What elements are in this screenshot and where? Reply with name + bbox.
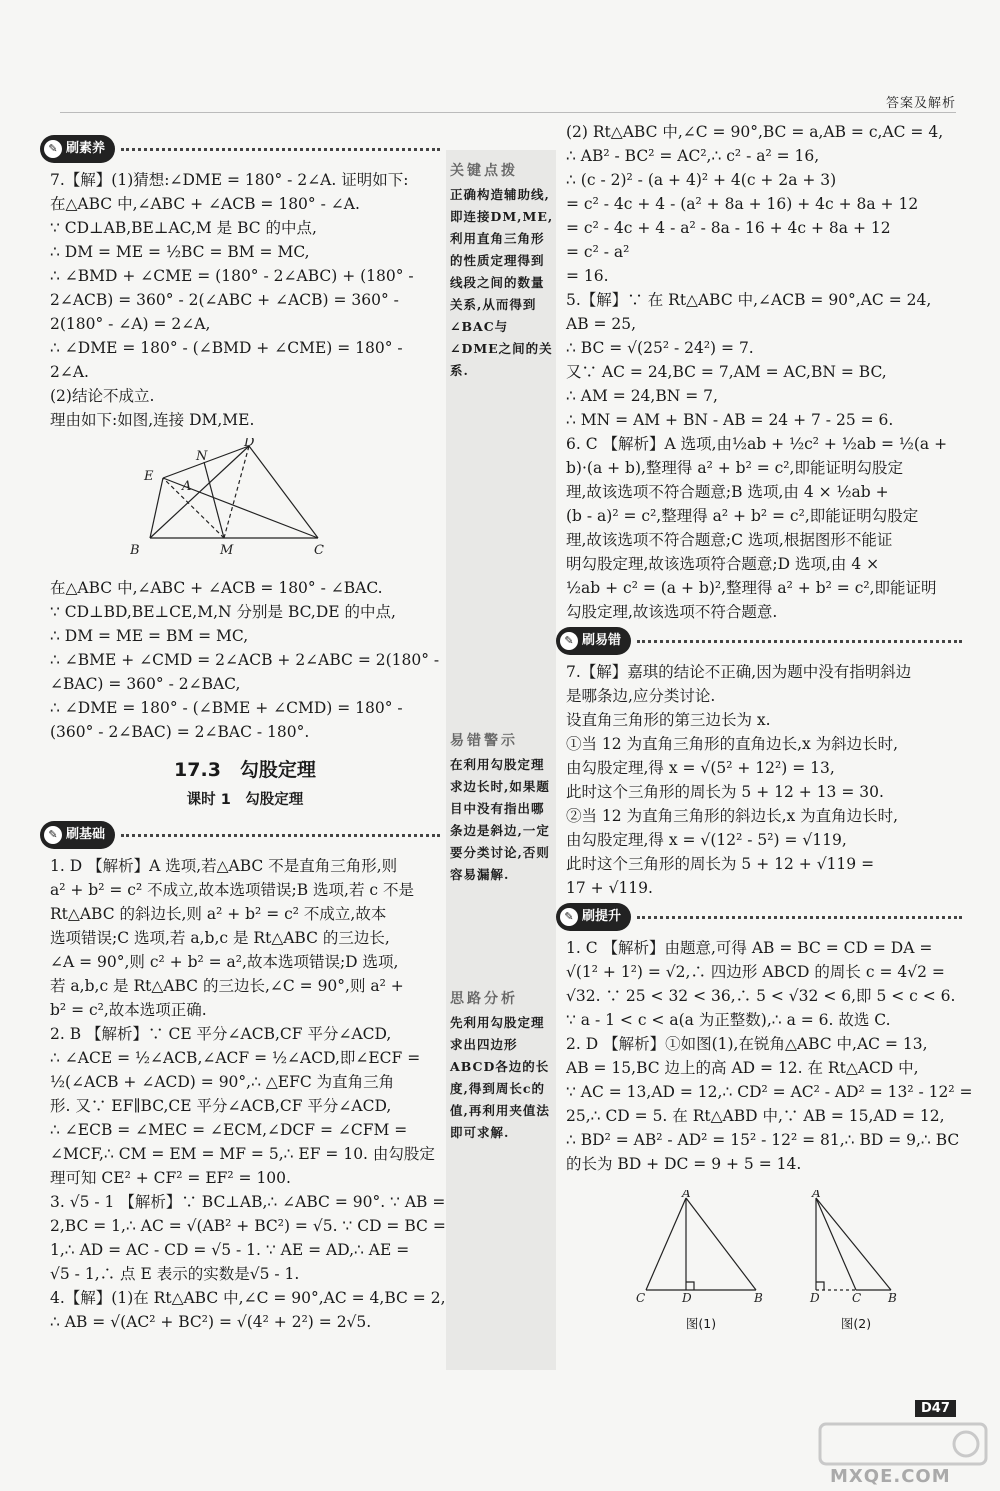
right-q2 [566, 1032, 973, 1176]
figure-2-svg [806, 1190, 906, 1305]
text-line: ½(∠ACB + ∠ACD) = 90°,∴ △EFC 为直角三角 [50, 1073, 395, 1091]
text-line: √32. ∵ 25 < 32 < 36,∴ 5 < √32 < 6,即 5 < c < 6. [566, 987, 956, 1005]
tip-error-warning-text: 在利用勾股定理求边长时,如果题目中没有指出哪条边是斜边,一定要分类讨论,否则容易漏解. [450, 757, 550, 882]
tip-key-points-text: 正确构造辅助线,即连接DM,ME,利用直角三角形的性质定理得到线段之间的数量关系,从而得到∠BAC与∠DME之间的关系. [450, 187, 554, 378]
text-line: 2∠ACB) = 360° - 2(∠ABC + ∠ACB) = 360° - [50, 291, 399, 309]
text-line: 理,故该选项不符合题意;B 选项,由 4 × ½ab + [566, 483, 889, 501]
figure-1-svg [636, 1190, 766, 1305]
geometry-figure-quadrilateral [130, 438, 440, 570]
text-line: ∠MCF,∴ CM = EM = MF = 5,∴ EF = 10. 由勾股定 [50, 1145, 435, 1163]
label-B: B [130, 543, 140, 558]
book-icon: ✎ [560, 908, 578, 926]
text-line: = 16. [566, 267, 609, 285]
text-line: b)·(a + b),整理得 a² + b² = c²,即能证明勾股定 [566, 459, 903, 477]
text-line: 5.【解】∵ 在 Rt△ABC 中,∠ACB = 90°,AC = 24, [566, 291, 932, 309]
book-icon: ✎ [44, 140, 62, 158]
svg-text:C: C [636, 1291, 646, 1305]
text-line: 又∵ AC = 24,BC = 7,AM = AC,BN = BC, [566, 363, 887, 381]
text-line: 1,∴ AD = AC - CD = √5 - 1. ∵ AE = AD,∴ AE = [50, 1241, 410, 1259]
text-line: 3. √5 - 1 【解析】∵ BC⊥AB,∴ ∠ABC = 90°. ∵ AB = [50, 1193, 446, 1211]
tip-error-warning [450, 730, 556, 886]
text-line: ∠A = 90°,则 c² + b² = a²,故本选项错误;D 选项, [50, 953, 399, 971]
text-line: ∵ CD⊥BD,BE⊥CE,M,N 分别是 BC,DE 的中点, [50, 603, 396, 621]
text-line: = c² - 4c + 4 - a² - 8a - 16 + 4c + 8a + 12 [566, 219, 891, 237]
text-line: = c² - a² [566, 243, 630, 261]
svg-text:B: B [754, 1291, 763, 1305]
text-line: ∴ DM = ME = BM = MC, [50, 627, 249, 645]
tip-error-warning-title: 易错警示 [450, 733, 518, 749]
tip-key-points [450, 160, 556, 382]
text-line: a² + b² = c² 不成立,故本选项错误;B 选项,若 c 不是 [50, 881, 415, 899]
svg-text:A: A [682, 1190, 691, 1200]
text-line: 理可知 CE² + CF² = EF² = 100. [50, 1169, 291, 1187]
text-line: ∴ BC = √(25² - 24²) = 7. [566, 339, 754, 357]
text-line: ∴ AB² - BC² = AC²,∴ c² - a² = 16, [566, 147, 820, 165]
label-C: C [314, 543, 324, 558]
right-q1 [566, 936, 962, 1032]
text-line: 此时这个三角形的周长为 5 + 12 + √119 = [566, 855, 875, 873]
left-column [48, 132, 446, 1334]
text-line: ∴ AB = √(AC² + BC²) = √(4² + 2²) = 2√5. [50, 1313, 372, 1331]
text-line: b² = c²,故本选项正确. [50, 1001, 207, 1019]
text-line: 理,故该选项不符合题意;C 选项,根据图形不能证 [566, 531, 893, 549]
page-number: D47 [915, 1400, 956, 1417]
lesson-title: 课时 1 勾股定理 [186, 792, 304, 808]
label-A: A [182, 479, 192, 494]
tip-key-points-title: 关键点拨 [450, 163, 518, 179]
text-line: 在△ABC 中,∠ABC + ∠ACB = 180° - ∠A. [50, 195, 360, 213]
text-line: 明勾股定理,故该选项符合题意;D 选项,由 4 × [566, 555, 880, 573]
text-line: 在△ABC 中,∠ABC + ∠ACB = 180° - ∠BAC. [50, 579, 383, 597]
text-line: ∴ MN = AM + BN - AB = 24 + 7 - 25 = 6. [566, 411, 894, 429]
svg-text:A: A [812, 1190, 821, 1200]
left-q2 [50, 1022, 440, 1190]
svg-text:D: D [682, 1291, 692, 1305]
banner-literacy [40, 134, 440, 164]
text-line: 17 + √119. [566, 879, 653, 897]
text-line: 此时这个三角形的周长为 5 + 12 + 13 = 30. [566, 783, 884, 801]
banner-basics-label: 刷基础 [66, 827, 106, 842]
text-line: 2∠A. [50, 363, 89, 381]
text-line: 若 a,b,c 是 Rt△ABC 的三边长,∠C = 90°,则 a² + [50, 977, 404, 995]
text-line: 由勾股定理,得 x = √(12² - 5²) = √119, [566, 831, 847, 849]
text-line: ∴ DM = ME = ½BC = BM = MC, [50, 243, 310, 261]
banner-basics [40, 820, 440, 850]
text-line: √(1² + 1²) = √2,∴ 四边形 ABCD 的周长 c = 4√2 = [566, 963, 945, 981]
text-line: AB = 25, [566, 315, 637, 333]
left-q3 [50, 1190, 446, 1286]
banner-improve-label: 刷提升 [582, 909, 622, 924]
text-line: 25,∴ CD = 5. 在 Rt△ABD 中,∵ AB = 15,AD = 12, [566, 1107, 945, 1125]
chapter-title: 17.3 勾股定理 [174, 759, 316, 781]
text-line: Rt△ABC 的斜边长,则 a² + b² = c² 不成立,故本 [50, 905, 387, 923]
text-line: ∴ AM = 24,BN = 7, [566, 387, 718, 405]
text-line: AB = 15,BC 边上的高 AD = 12. 在 Rt△ACD 中, [566, 1059, 919, 1077]
text-line: √5 - 1,∴ 点 E 表示的实数是√5 - 1. [50, 1265, 300, 1283]
label-E: E [144, 469, 154, 484]
text-line: ①当 12 为直角三角形的直角边长,x 为斜边长时, [566, 735, 899, 753]
text-line: ∴ ∠ECB = ∠MEC = ∠ECM,∠DCF = ∠CFM = [50, 1121, 408, 1139]
banner-improve [556, 902, 962, 932]
text-line: 是哪条边,应分类讨论. [566, 687, 716, 705]
text-line: ∴ ∠DME = 180° - (∠BMD + ∠CME) = 180° - [50, 339, 403, 357]
tip-thinking-text: 先利用勾股定理求出四边形ABCD各边的长度,得到周长c的值,再利用夹值法即可求解. [450, 1015, 550, 1140]
left-q7 [50, 168, 440, 432]
text-line: ½ab + c² = (a + b)²,整理得 a² + b² = c²,即能证明 [566, 579, 937, 597]
text-line: ∴ ∠ACE = ½∠ACB,∠ACF = ½∠ACD,即∠ECF = [50, 1049, 421, 1067]
text-line: 由勾股定理,得 x = √(5² + 12²) = 13, [566, 759, 835, 777]
label-N: N [196, 449, 208, 464]
right-column [564, 120, 973, 1336]
text-line: 6. C 【解析】A 选项,由½ab + ½c² + ½ab = ½(a + [566, 435, 948, 453]
text-line: 1. D 【解析】A 选项,若△ABC 不是直角三角形,则 [50, 857, 398, 875]
text-line: 勾股定理,故该选项不符合题意. [566, 603, 778, 621]
text-line: 的长为 BD + DC = 9 + 5 = 14. [566, 1155, 802, 1173]
tip-thinking-title: 思路分析 [450, 991, 518, 1007]
figure-1-caption: 图(1) [685, 1316, 717, 1331]
text-line: 2. D 【解析】①如图(1),在锐角△ABC 中,AC = 13, [566, 1035, 928, 1053]
banner-errors [556, 626, 962, 656]
text-line: 设直角三角形的第三边长为 x. [566, 711, 771, 729]
text-line: 2(180° - ∠A) = 2∠A, [50, 315, 211, 333]
text-line: ②当 12 为直角三角形的斜边长,x 为直角边长时, [566, 807, 899, 825]
text-line: 选项错误;C 选项,若 a,b,c 是 Rt△ABC 的三边长, [50, 929, 390, 947]
page-header-title: 答案及解析 [885, 96, 956, 111]
figure-2-caption: 图(2) [840, 1316, 872, 1331]
tip-thinking [450, 988, 556, 1144]
svg-text:D: D [810, 1291, 820, 1305]
right-q4b [566, 120, 962, 288]
left-q1 [50, 854, 440, 1022]
left-q7-part2 [50, 576, 440, 744]
text-line: (2)结论不成立. [50, 387, 155, 405]
text-line: ∵ AC = 13,AD = 12,∴ CD² = AC² - AD² = 13² - 12² = [566, 1083, 973, 1101]
text-line: 2,BC = 1,∴ AC = √(AB² + BC²) = √5. ∵ CD = BC = [50, 1217, 446, 1235]
text-line: 理由如下:如图,连接 DM,ME. [50, 411, 255, 429]
text-line: ∵ CD⊥AB,BE⊥AC,M 是 BC 的中点, [50, 219, 317, 237]
watermark-logo [818, 1418, 988, 1468]
text-line: 7.【解】(1)猜想:∠DME = 180° - 2∠A. 证明如下: [50, 171, 409, 189]
banner-literacy-label: 刷素养 [66, 141, 106, 156]
right-q6 [566, 432, 962, 624]
label-D: D [244, 438, 255, 450]
header-divider [60, 112, 956, 113]
banner-errors-label: 刷易错 [582, 633, 622, 648]
text-line: 2. B 【解析】∵ CE 平分∠ACB,CF 平分∠ACD, [50, 1025, 392, 1043]
figure-1 [636, 1190, 766, 1336]
book-icon: ✎ [560, 632, 578, 650]
right-q7 [566, 660, 962, 900]
text-line: = c² - 4c + 4 - (a² + 8a + 16) + 4c + 8a + 12 [566, 195, 919, 213]
text-line: ∠BAC) = 360° - 2∠BAC, [50, 675, 241, 693]
text-line: ∴ ∠DME = 180° - (∠BME + ∠CMD) = 180° - [50, 699, 403, 717]
triangle-figures [636, 1190, 962, 1336]
banner-dots [121, 148, 440, 151]
book-icon: ✎ [44, 826, 62, 844]
text-line: 7.【解】嘉琪的结论不正确,因为题中没有指明斜边 [566, 663, 912, 681]
figure-svg [130, 438, 370, 563]
text-line: 4.【解】(1)在 Rt△ABC 中,∠C = 90°,AC = 4,BC = 2, [50, 1289, 446, 1307]
right-q5 [566, 288, 962, 432]
text-line: ∴ ∠BMD + ∠CME = (180° - 2∠ABC) + (180° - [50, 267, 414, 285]
label-M: M [220, 543, 234, 558]
text-line: ∴ (c - 2)² - (a + 4)² + 4(c + 2a + 3) [566, 171, 837, 189]
svg-text:B: B [888, 1291, 897, 1305]
banner-dots [121, 834, 440, 837]
left-q4 [50, 1286, 446, 1334]
text-line: 1. C 【解析】由题意,可得 AB = BC = CD = DA = [566, 939, 933, 957]
text-line: ∴ BD² = AB² - AD² = 15² - 12² = 81,∴ BD = 9,∴ BC [566, 1131, 960, 1149]
banner-dots [637, 640, 962, 643]
text-line: (360° - 2∠BAC) = 2∠BAC - 180°. [50, 723, 310, 741]
figure-2 [806, 1190, 906, 1336]
svg-text:C: C [852, 1291, 862, 1305]
text-line: (2) Rt△ABC 中,∠C = 90°,BC = a,AB = c,AC = 4, [566, 123, 944, 141]
text-line: 形. 又∵ EF∥BC,CE 平分∠ACB,CF 平分∠ACD, [50, 1097, 392, 1115]
text-line: ∵ a - 1 < c < a(a 为正整数),∴ a = 6. 故选 C. [566, 1011, 891, 1029]
banner-dots [637, 916, 962, 919]
text-line: ∴ ∠BME + ∠CMD = 2∠ACB + 2∠ABC = 2(180° - [50, 651, 440, 669]
watermark-url: MXQE.COM [830, 1466, 951, 1487]
text-line: (b - a)² = c²,整理得 a² + b² = c²,即能证明勾股定 [566, 507, 919, 525]
